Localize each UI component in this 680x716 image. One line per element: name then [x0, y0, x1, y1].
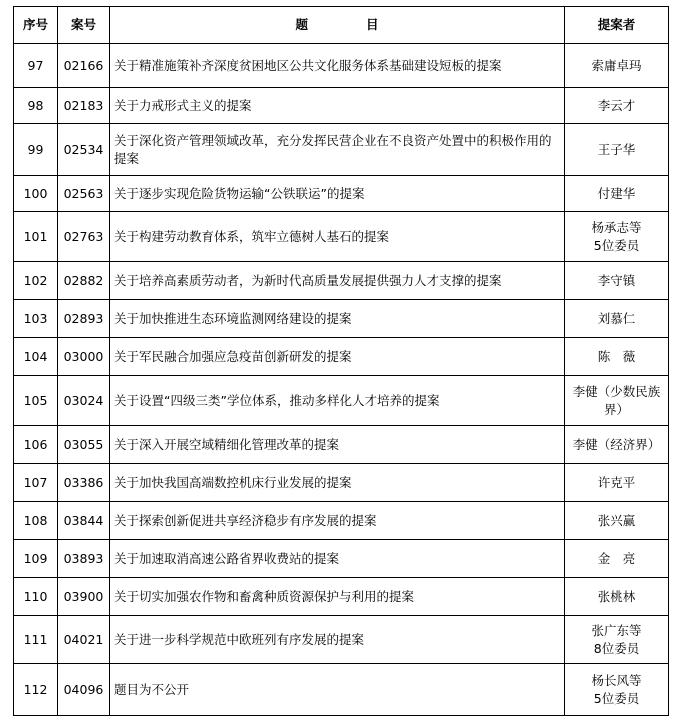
proposer-line-2: 界）: [603, 401, 629, 417]
cell-seq: 108: [14, 502, 58, 540]
cell-case: 03000: [58, 338, 110, 376]
table-row: [14, 124, 669, 176]
cell-case: 03024: [58, 376, 110, 426]
cell-proposer: [565, 502, 669, 540]
cell-proposer: [565, 426, 669, 464]
cell-title: 关于深化资产管理领域改革，充分发挥民营企业在不良资产处置中的积极作用的提案: [110, 124, 565, 176]
cell-title: 关于切实加强农作物和畜禽种质资源保护与利用的提案: [110, 578, 565, 616]
cell-proposer: [565, 88, 669, 124]
cell-case: 04021: [58, 616, 110, 664]
cell-case: 02563: [58, 176, 110, 212]
header-title-b: 目: [366, 17, 379, 32]
cell-proposer: [565, 616, 669, 664]
proposer-line-1: 张广东等: [591, 622, 642, 638]
table-row: [14, 338, 669, 376]
proposer-line-1: 杨长风等: [591, 672, 642, 688]
proposer-line-1: 李云才: [597, 97, 636, 113]
proposer-line-1: 张桃林: [597, 588, 636, 604]
cell-proposer: [565, 212, 669, 262]
proposer-line-1: 王子华: [597, 141, 636, 157]
proposer-line-1: 许克平: [597, 474, 636, 490]
table-row: [14, 464, 669, 502]
proposer-line-1: 付建华: [597, 185, 636, 201]
cell-seq: 102: [14, 262, 58, 300]
table-row: [14, 44, 669, 88]
cell-case: 02763: [58, 212, 110, 262]
cell-case: 03900: [58, 578, 110, 616]
cell-proposer: [565, 44, 669, 88]
proposer-line-1: 张兴赢: [597, 512, 636, 528]
cell-proposer: [565, 464, 669, 502]
cell-title: 关于加快我国高端数控机床行业发展的提案: [110, 464, 565, 502]
cell-title: 关于进一步科学规范中欧班列有序发展的提案: [110, 616, 565, 664]
table-row: [14, 376, 669, 426]
cell-seq: 109: [14, 540, 58, 578]
table-row: [14, 502, 669, 540]
cell-case: 03386: [58, 464, 110, 502]
cell-seq: 99: [14, 124, 58, 176]
cell-title: 关于探索创新促进共享经济稳步有序发展的提案: [110, 502, 565, 540]
cell-title: 关于加快推进生态环境监测网络建设的提案: [110, 300, 565, 338]
table-row: [14, 212, 669, 262]
cell-proposer: [565, 664, 669, 716]
cell-seq: 97: [14, 44, 58, 88]
table-row: [14, 300, 669, 338]
cell-title: 关于培养高素质劳动者，为新时代高质量发展提供强力人才支撑的提案: [110, 262, 565, 300]
cell-title: 关于构建劳动教育体系，筑牢立德树人基石的提案: [110, 212, 565, 262]
table-row: [14, 88, 669, 124]
table-row: [14, 616, 669, 664]
table-row: [14, 664, 669, 716]
cell-seq: 103: [14, 300, 58, 338]
cell-seq: 107: [14, 464, 58, 502]
header-row: [14, 7, 669, 44]
cell-proposer: [565, 262, 669, 300]
cell-proposer: [565, 124, 669, 176]
cell-proposer: [565, 540, 669, 578]
cell-seq: 104: [14, 338, 58, 376]
proposer-line-1: 李守镇: [597, 272, 636, 288]
cell-proposer: [565, 300, 669, 338]
cell-case: 02534: [58, 124, 110, 176]
cell-seq: 101: [14, 212, 58, 262]
header-case: 案号: [58, 7, 110, 44]
cell-title: 关于深入开展空域精细化管理改革的提案: [110, 426, 565, 464]
cell-case: 03844: [58, 502, 110, 540]
table-row: [14, 262, 669, 300]
cell-seq: 100: [14, 176, 58, 212]
proposer-line-1: 李健（少数民族: [572, 383, 661, 399]
cell-case: 03893: [58, 540, 110, 578]
cell-proposer: [565, 376, 669, 426]
cell-title: 题目为不公开: [110, 664, 565, 716]
proposer-line-2: 5位委员: [593, 690, 640, 706]
cell-seq: 98: [14, 88, 58, 124]
proposer-line-1: 金 亮: [597, 550, 636, 566]
proposer-line-1: 索庸卓玛: [591, 57, 642, 73]
cell-seq: 106: [14, 426, 58, 464]
cell-case: 02893: [58, 300, 110, 338]
table-row: [14, 540, 669, 578]
header-seq: 序号: [14, 7, 58, 44]
table-row: [14, 176, 669, 212]
cell-proposer: [565, 578, 669, 616]
cell-title: 关于精准施策补齐深度贫困地区公共文化服务体系基础建设短板的提案: [110, 44, 565, 88]
cell-case: 02166: [58, 44, 110, 88]
proposer-line-1: 李健（经济界）: [572, 436, 661, 452]
header-title-a: 题: [295, 17, 308, 32]
cell-seq: 112: [14, 664, 58, 716]
table-row: [14, 578, 669, 616]
cell-title: 关于设置“四级三类”学位体系，推动多样化人才培养的提案: [110, 376, 565, 426]
cell-seq: 111: [14, 616, 58, 664]
proposer-line-2: 8位委员: [593, 640, 640, 656]
table-row: [14, 426, 669, 464]
cell-proposer: [565, 338, 669, 376]
cell-seq: 105: [14, 376, 58, 426]
header-title: [110, 7, 565, 44]
proposer-line-1: 刘慕仁: [597, 310, 636, 326]
cell-title: 关于军民融合加强应急疫苗创新研发的提案: [110, 338, 565, 376]
cell-title: 关于逐步实现危险货物运输“公铁联运”的提案: [110, 176, 565, 212]
cell-seq: 110: [14, 578, 58, 616]
proposer-line-2: 5位委员: [593, 237, 640, 253]
proposer-line-1: 杨承志等: [591, 219, 642, 235]
proposer-line-1: 陈 薇: [597, 348, 636, 364]
cell-case: 03055: [58, 426, 110, 464]
cell-title: 关于加速取消高速公路省界收费站的提案: [110, 540, 565, 578]
cell-case: 02882: [58, 262, 110, 300]
cell-proposer: [565, 176, 669, 212]
cell-case: 02183: [58, 88, 110, 124]
cell-title: 关于力戒形式主义的提案: [110, 88, 565, 124]
cell-case: 04096: [58, 664, 110, 716]
proposals-table: [13, 6, 669, 716]
header-proposer: 提案者: [565, 7, 669, 44]
